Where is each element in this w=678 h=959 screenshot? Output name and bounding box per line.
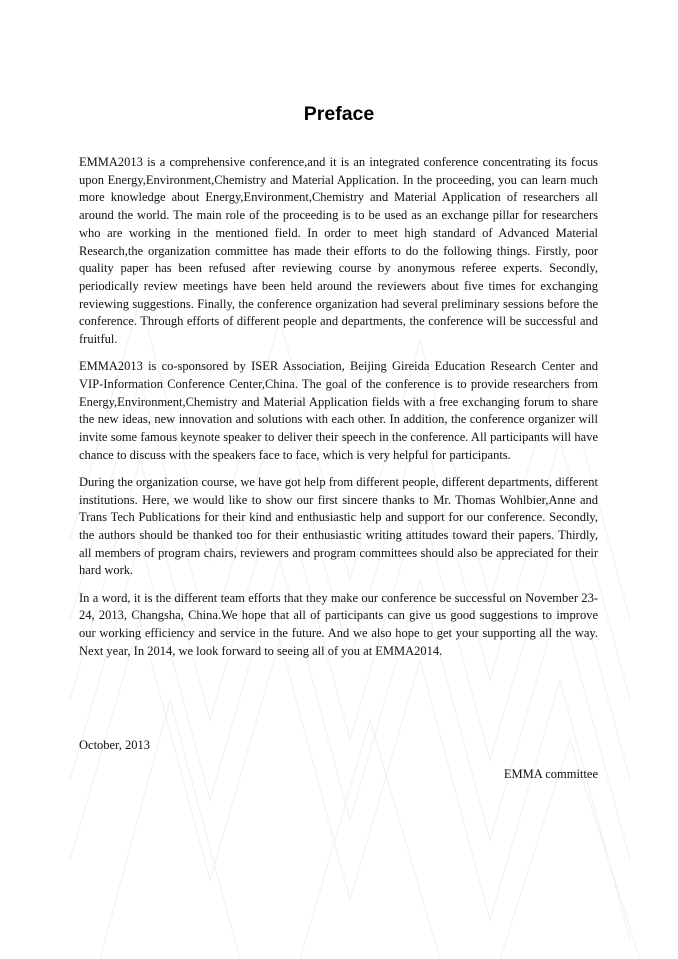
paragraph-4: In a word, it is the different team efforts that they make our conference be successful on November 23-24, 2013, Changsha, China.We hope that all of participants can give us good suggestions to improve our working efficiency and service in the future. And we also hope to get your supporting all the way. Next year, In 2014, we look forward to seeing all of you at EMMA2014. <box>79 590 598 658</box>
signature: EMMA committee <box>503 767 598 781</box>
paragraph-1: EMMA2013 is a comprehensive conference,and it is an integrated conference concentrating its focus upon Energy,Environment,Chemistry and Material Application. In the proceeding, you can learn much more knowledge about Energy,Environment,Chemistry and Material Application of researchers all around the world. The main role of the proceeding is to be used as an exchange pillar for researchers who are working in the mentioned field. In order to meet high standard of Advanced Material Research,the organization committee has made their efforts to do the following things. Firstly, poor quality paper has been refused after reviewing course by anonymous referee experts. Secondly, periodically review meetings have been held around the reviewers about five times for exchanging reviewing suggestions. Finally, the conference organization had several preliminary sessions before the conference. Through efforts of different people and departments, the conference will be successful and fruitful. <box>79 155 598 347</box>
paragraph-2: EMMA2013 is co-sponsored by ISER Association, Beijing Gireida Education Research Center and VIP-Information Conference Center,China. The goal of the conference is to provide researchers from Energy,Environment,Chemistry and Material Application fields with a free exchanging forum to share the new ideas, new innovation and solutions with each other. In addition, the conference organizer will invite some famous keynote speaker to deliver their speech in the conference. All participants will have chance to discuss with the speakers face to face, which is very helpful for participants. <box>79 359 598 462</box>
preface-body <box>79 154 598 670</box>
paragraph-3: During the organization course, we have got help from different people, different departments, different institutions. Here, we would like to show our first sincere thanks to Mr. Thomas Wohlbier,Anne and Trans Tech Publications for their kind and enthusiastic help and support for our conference. Secondly, the authors should be thanked too for their enthusiastic writing attitudes toward their papers. Thirdly, all members of program chairs, reviewers and program committees should also be appreciated for their hard work. <box>79 474 598 578</box>
page-title: Preface <box>303 103 375 125</box>
document-date: October, 2013 <box>79 738 151 752</box>
